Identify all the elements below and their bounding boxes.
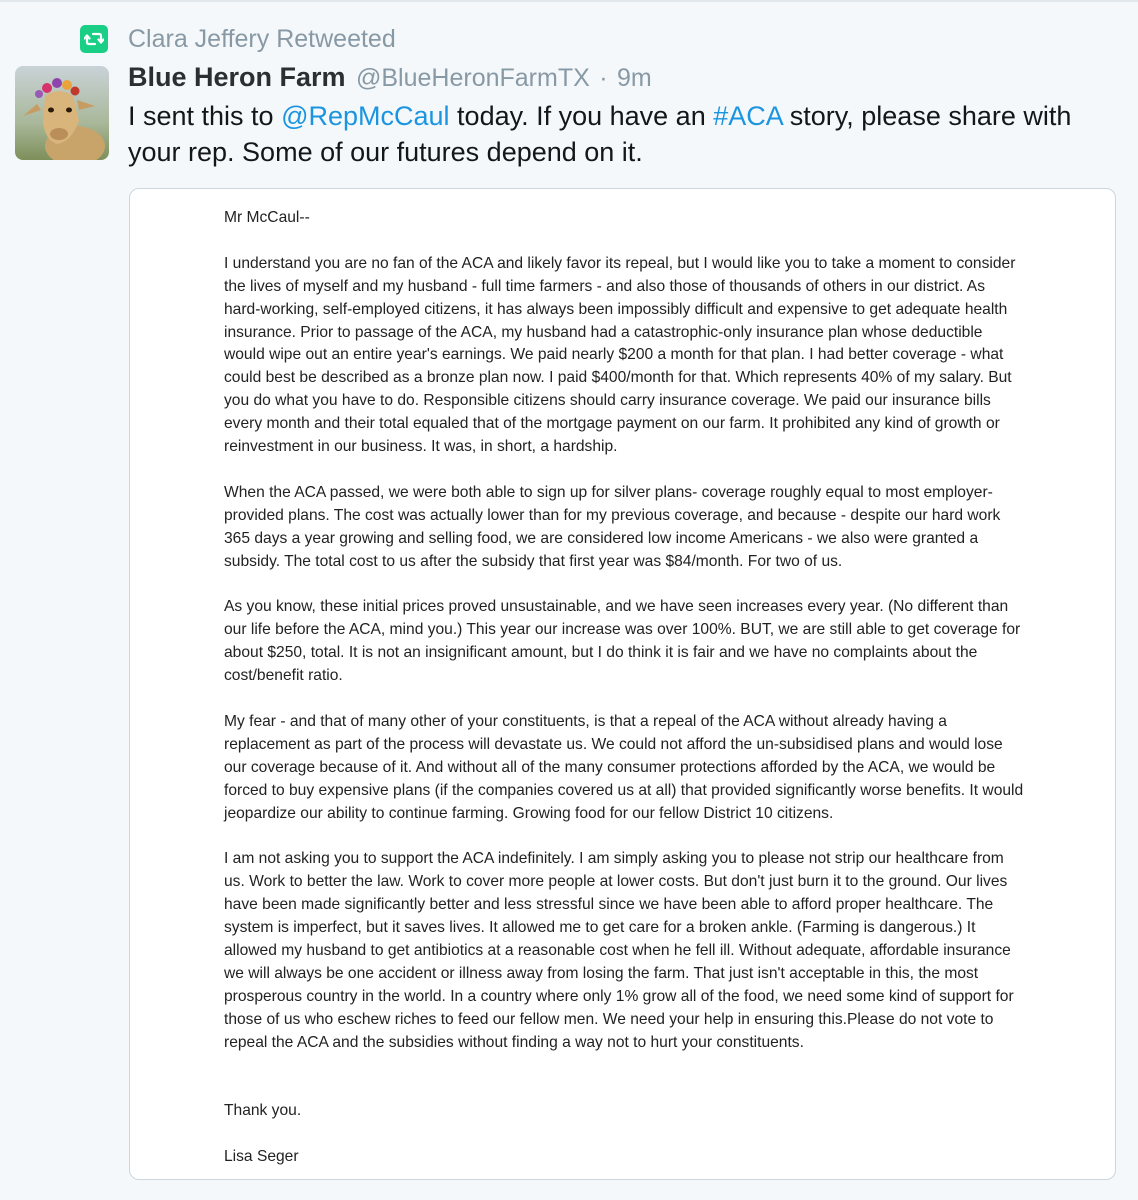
letter-closing: Thank you.: [224, 1102, 302, 1120]
tweet-text-part: today. If you have an: [449, 101, 714, 131]
letter-paragraph: I am not asking you to support the ACA indefinitely. I am simply asking you to please not strip our healthcare from us. Work to better the law. Work to cover more people at lower costs. But don't just burn it to the ground. Our lives have been made significantly better and less stressful since we have been able to afford proper healthcare. The system is imperfect, but it saves lives. It allowed me to get care for a broken ankle. (Farming is dangerous.) It allowed my husband to get antibiotics at a reasonable cost when he fell ill. Without adequate, affordable insurance we will always be one accident or illness away from losing the farm. That just isn't acceptable in this, the most prosperous country in the world. In a country where only 1% grow all of the food, we need some kind of support for those of us who eschew riches to feed our fellow men. We need your help in ensuring this.Please do not vote to repeal the ACA and the subsidies without finding a way not to hurt your constituents.: [224, 850, 1014, 1051]
mention-link[interactable]: @RepMcCaul: [281, 101, 450, 131]
tweet-text-part: story, please share with your rep. Some of our futures depend on it.: [128, 101, 1072, 167]
letter-greeting: Mr McCaul--: [224, 209, 310, 226]
letter-document: [224, 207, 1024, 1180]
tweet[interactable]: [0, 2, 1138, 1200]
letter-paragraph: I understand you are no fan of the ACA and likely favor its repeal, but I would like you to take a moment to consider the lives of myself and my husband - full time farmers - and also those of thousands of others in our district. As hard-working, self-employed citizens, it has always been impossibly difficult and expensive to get adequate health insurance. Prior to passage of the ACA, my husband had a catastrophic-only insurance plan whose deductible would wipe out an entire year's earnings. We paid nearly $200 a month for that plan. I had better coverage - what could best be described as a bronze plan now. I paid $400/month for that. Which represents 40% of my salary. But you do what you have to do. Responsible citizens should carry insurance coverage. We paid our insurance bills every month and their total equaled that of the mortgage payment on our farm. It prohibited any kind of growth or reinvestment in our business. It was, in short, a hardship.: [224, 254, 1016, 456]
retweet-icon: [80, 25, 108, 53]
attached-image[interactable]: [129, 188, 1116, 1180]
separator-dot: ·: [599, 64, 608, 92]
avatar[interactable]: [15, 66, 109, 160]
hashtag-link[interactable]: #ACA: [713, 101, 783, 131]
retweet-label[interactable]: Clara Jeffery Retweeted: [128, 24, 396, 53]
letter-paragraph: As you know, these initial prices proved unsustainable, and we have seen increases every year. (No different than our life before the ACA, mind you.) This year our increase was over 100%. BUT, we are still able to get coverage for about $250, total. It is not an insignificant amount, but I do think it is fair and we have no complaints about the cost/benefit ratio.: [224, 598, 1021, 685]
tweet-text: [128, 98, 1118, 170]
timestamp[interactable]: 9m: [617, 64, 652, 92]
letter-signature: Lisa Seger: [224, 1148, 299, 1166]
tweet-header: [128, 62, 652, 93]
user-handle[interactable]: @BlueHeronFarmTX: [356, 64, 590, 92]
letter-paragraph: When the ACA passed, we were both able to sign up for silver plans- coverage roughly equal to most employer-provided plans. The cost was actually lower than for my previous coverage, and because - despite our hard work 365 days a year growing and selling food, we are considered low income Americans - we also were granted a subsidy. The total cost to us after the subsidy that first year was $84/month. For two of us.: [224, 483, 1001, 570]
retweet-context: [80, 24, 396, 54]
tweet-text-part: I sent this to: [128, 101, 282, 131]
letter-paragraph: My fear - and that of many other of your constituents, is that a repeal of the ACA without already having a replacement as part of the process will devastate us. We could not afford the un-subsidised plans and would lose our coverage because of it. And without all of the many consumer protections afforded by the ACA, we would be forced to buy expensive plans (if the companies covered us at all) that provided significantly worse benefits. It would jeopardize our ability to continue farming. Growing food for our fellow District 10 citizens.: [224, 712, 1024, 822]
goat-avatar-icon: [15, 66, 109, 160]
display-name[interactable]: Blue Heron Farm: [128, 62, 346, 92]
